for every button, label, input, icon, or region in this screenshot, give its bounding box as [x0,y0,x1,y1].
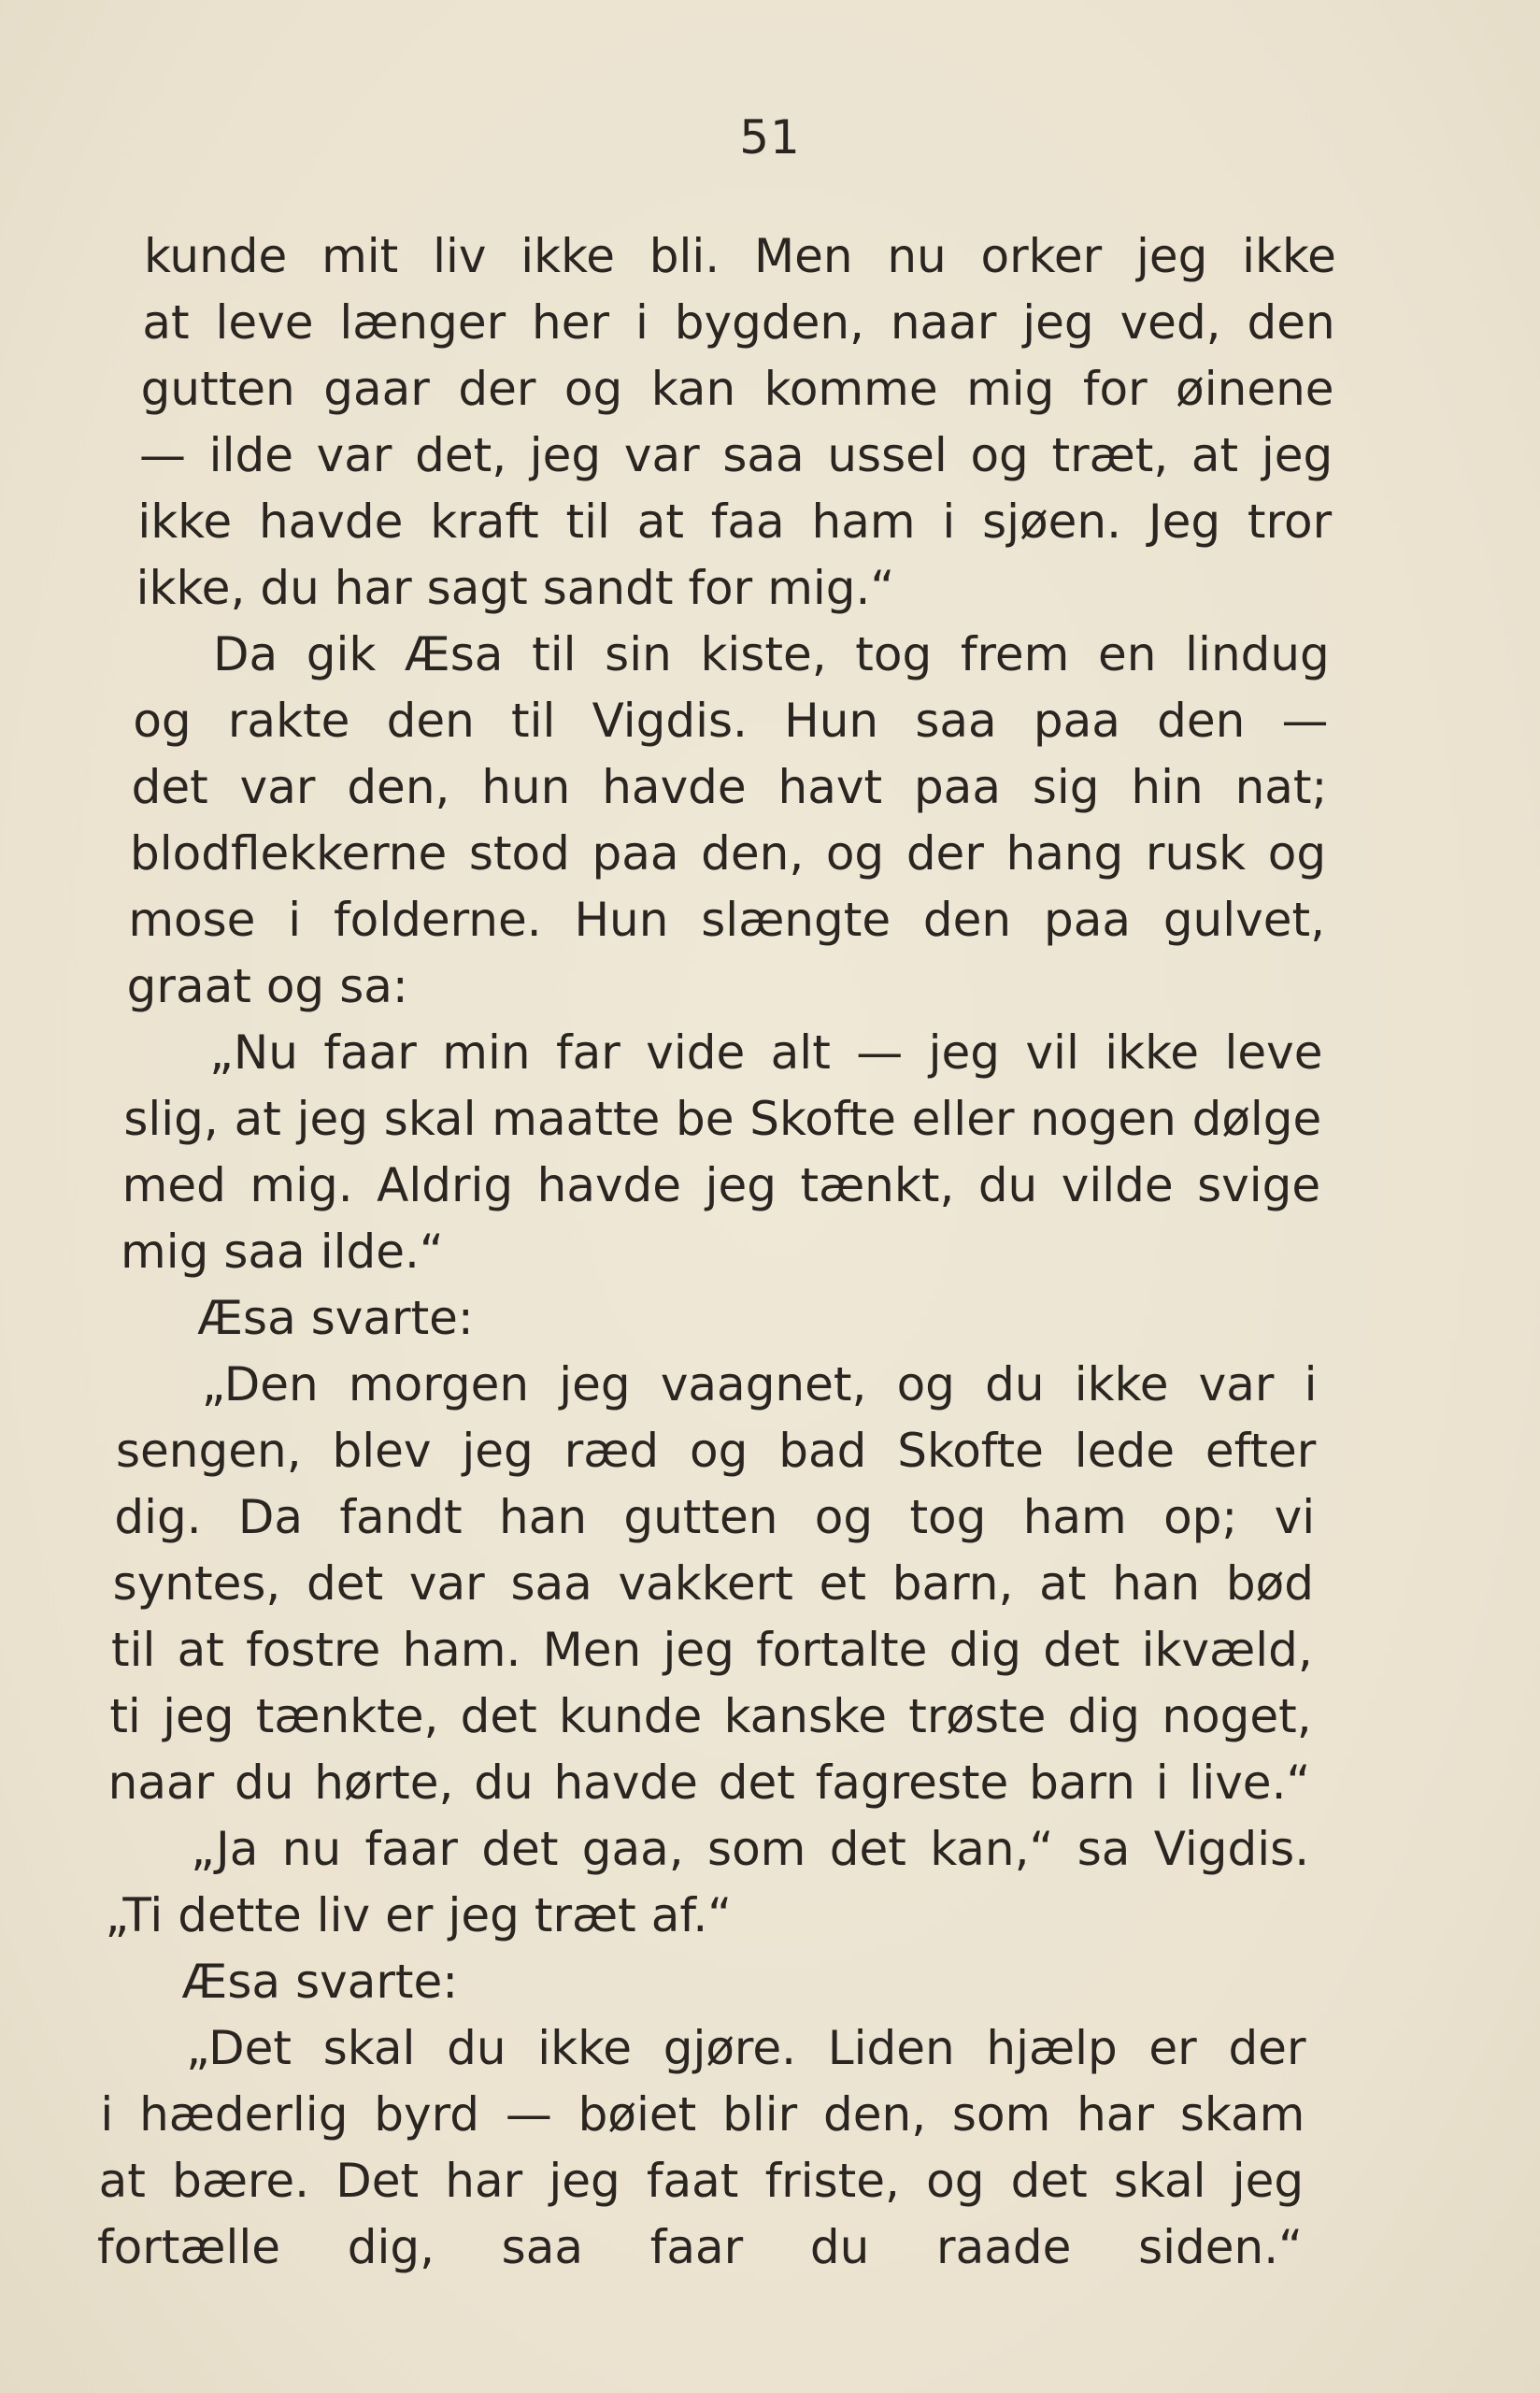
text-line: „Nu faar min far vide alt — jeg vil ikke leve [209,1025,1323,1080]
text-line: med mig. Aldrig havde jeg tænkt, du vilde svige [121,1158,1321,1212]
text-line: blodflekkerne stod paa den, og der hang rusk og [130,826,1327,881]
text-line: ikke, du har sagt sandt for mig.“ [135,561,895,615]
text-line: Da gik Æsa til sin kiste, tog frem en lindug [213,627,1330,681]
text-line: at leve længer her i bygden, naar jeg ved, den [142,295,1335,350]
text-line: det var den, hun havde havt paa sig hin nat; [131,760,1328,814]
text-line: slig, at jeg skal maatte be Skofte eller nogen dølge [123,1092,1322,1146]
text-line: gutten gaar der og kan komme mig for øinene [140,362,1334,416]
text-line: til at fostre ham. Men jeg fortalte dig det ikvæld, [111,1623,1313,1677]
text-line: ti jeg tænkte, det kunde kanske trøste dig noget, [109,1689,1312,1743]
text-line: naar du hørte, du havde det fagreste barn i live.“ [107,1755,1311,1810]
text-line: — ilde var det, jeg var saa ussel og træt, at jeg [139,428,1333,482]
text-line: graat og sa: [126,959,408,1013]
text-line: dig. Da fandt han gutten og tog ham op; vi [114,1490,1316,1544]
text-line: i hæderlig byrd — bøiet blir den, som har skam [100,2087,1305,2142]
text-line: „Den morgen jeg vaagnet, og du ikke var i [201,1357,1318,1411]
text-line: Æsa svarte: [181,1955,459,2009]
text-line: sengen, blev jeg ræd og bad Skofte lede efter [116,1424,1317,1478]
text-line: syntes, det var saa vakkert et barn, at han bød [112,1556,1314,1611]
text-line: „Ti dette liv er jeg træt af.“ [105,1888,733,1942]
text-line: at bære. Det har jeg faat friste, og det skal jeg [98,2154,1305,2208]
text-line: ikke havde kraft til at faa ham i sjøen. Jeg tror [137,494,1333,549]
text-line: mig saa ilde.“ [121,1225,444,1279]
text-line: „Det skal du ikke gjøre. Liden hjælp er der [186,2021,1306,2075]
text-line: „Ja nu faar det gaa, som det kan,“ sa Vigdis. [191,1822,1310,1876]
text-line: mose i folderne. Hun slængte den paa gulvet, [128,893,1325,947]
text-line: Æsa svarte: [197,1291,474,1345]
text-line: og rakte den til Vigdis. Hun saa paa den — [133,694,1329,748]
text-line: kunde mit liv ikke bli. Men nu orker jeg ikke [144,229,1336,283]
text-line: fortælle dig, saa faar du raade siden.“ [97,2220,1303,2274]
page-number: 51 [739,110,801,165]
